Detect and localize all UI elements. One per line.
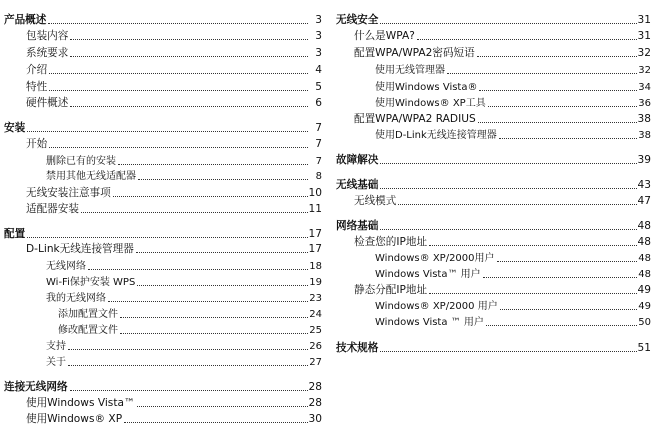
toc-page-number: 3 bbox=[315, 47, 322, 59]
toc-entry-title: 无线安全 bbox=[336, 14, 379, 26]
dot-leader bbox=[488, 106, 637, 107]
toc-entry-title: 无线安装注意事项 bbox=[26, 187, 111, 199]
toc-entry[interactable] bbox=[354, 235, 651, 249]
dot-leader bbox=[113, 196, 308, 197]
toc-entry-title: 静态分配IP地址 bbox=[354, 284, 428, 296]
toc-page-number: 19 bbox=[309, 277, 322, 288]
toc-entry[interactable] bbox=[46, 291, 322, 305]
toc-entry-title: 使用Windows Vista™ bbox=[26, 397, 135, 409]
toc-page-number: 48 bbox=[638, 269, 651, 280]
toc-entry-title: 关于 bbox=[46, 357, 66, 368]
toc-entry-title: 产品概述 bbox=[4, 14, 47, 26]
toc-entry[interactable] bbox=[354, 194, 651, 208]
toc-section-heading[interactable] bbox=[336, 153, 651, 167]
toc-entry-title: 适配器安装 bbox=[26, 203, 79, 215]
dot-leader bbox=[81, 212, 308, 213]
dot-leader bbox=[70, 39, 308, 40]
toc-entry-title: 我的无线网络 bbox=[46, 293, 106, 304]
dot-leader bbox=[70, 390, 308, 391]
dot-leader bbox=[70, 56, 308, 57]
toc-page-number: 7 bbox=[315, 156, 322, 167]
toc-entry[interactable] bbox=[26, 29, 322, 43]
dot-leader bbox=[497, 261, 637, 262]
toc-entry-title: 配置 bbox=[4, 228, 26, 240]
dot-leader bbox=[380, 229, 636, 230]
toc-page-number: 49 bbox=[638, 301, 651, 312]
dot-leader bbox=[48, 23, 308, 24]
toc-entry-title: 无线模式 bbox=[354, 195, 397, 207]
toc-entry[interactable] bbox=[46, 355, 322, 369]
toc-page-number: 48 bbox=[637, 220, 651, 232]
toc-entry-title: Wi-Fi保护安装 WPS bbox=[46, 277, 136, 288]
toc-page-number: 47 bbox=[637, 195, 651, 207]
toc-entry-title: 使用Windows Vista® bbox=[375, 82, 478, 93]
toc-section-heading[interactable] bbox=[336, 341, 651, 355]
dot-leader bbox=[380, 23, 636, 24]
toc-page-number: 32 bbox=[638, 65, 651, 76]
toc-entry-title: 安装 bbox=[4, 122, 26, 134]
toc-page-number: 3 bbox=[315, 30, 322, 42]
dot-leader bbox=[477, 56, 637, 57]
toc-section-heading[interactable] bbox=[336, 219, 651, 233]
toc-section-heading[interactable] bbox=[336, 13, 651, 27]
toc-entry[interactable] bbox=[46, 275, 322, 289]
toc-entry[interactable] bbox=[46, 339, 322, 353]
dot-leader bbox=[49, 73, 308, 74]
toc-page-number: 43 bbox=[637, 179, 651, 191]
toc-entry[interactable] bbox=[375, 128, 651, 142]
toc-page-number: 50 bbox=[638, 317, 651, 328]
toc-entry[interactable] bbox=[46, 259, 322, 273]
toc-entry-title: 无线基础 bbox=[336, 179, 379, 191]
toc-entry-title: 连接无线网络 bbox=[4, 381, 68, 393]
toc-entry-title: 删除已有的安装 bbox=[46, 156, 116, 167]
toc-entry[interactable] bbox=[354, 112, 651, 126]
dot-leader bbox=[138, 179, 308, 180]
dot-leader bbox=[380, 188, 636, 189]
toc-entry[interactable] bbox=[375, 63, 651, 77]
dot-leader bbox=[479, 90, 637, 91]
toc-entry[interactable] bbox=[26, 96, 322, 110]
toc-entry-title: 禁用其他无线适配器 bbox=[46, 171, 136, 182]
toc-page-number: 17 bbox=[308, 243, 322, 255]
dot-leader bbox=[136, 252, 308, 253]
toc-entry[interactable] bbox=[26, 186, 322, 200]
toc-entry-title: D-Link无线连接管理器 bbox=[26, 243, 134, 255]
toc-entry[interactable] bbox=[58, 323, 322, 337]
dot-leader bbox=[68, 365, 308, 366]
toc-page-number: 7 bbox=[315, 138, 322, 150]
toc-entry[interactable] bbox=[375, 299, 651, 313]
toc-section-heading[interactable] bbox=[4, 227, 322, 241]
dot-leader bbox=[70, 106, 308, 107]
toc-page-number: 24 bbox=[309, 309, 322, 320]
toc-entry-title: 修改配置文件 bbox=[58, 325, 118, 336]
toc-entry-title: 网络基础 bbox=[336, 220, 379, 232]
toc-entry-title: 使用无线管理器 bbox=[375, 65, 445, 76]
toc-entry[interactable] bbox=[26, 242, 322, 256]
dot-leader bbox=[486, 325, 637, 326]
toc-entry-title: 包装内容 bbox=[26, 30, 69, 42]
toc-entry-title: Windows® XP/2000用户 bbox=[375, 253, 495, 264]
dot-leader bbox=[380, 351, 636, 352]
toc-entry-title: Windows Vista™ 用户 bbox=[375, 269, 481, 280]
toc-page-number: 18 bbox=[309, 261, 322, 272]
toc-entry[interactable] bbox=[26, 46, 322, 60]
toc-page-number: 30 bbox=[308, 413, 322, 425]
toc-page-number: 31 bbox=[637, 14, 651, 26]
toc-page-number: 25 bbox=[309, 325, 322, 336]
toc-page-number: 48 bbox=[637, 236, 651, 248]
dot-leader bbox=[118, 164, 308, 165]
toc-page-number: 6 bbox=[315, 97, 322, 109]
toc-page-number: 32 bbox=[637, 47, 651, 59]
toc-entry[interactable] bbox=[26, 396, 322, 410]
toc-entry-title: 特性 bbox=[26, 81, 48, 93]
toc-entry[interactable] bbox=[26, 202, 322, 216]
toc-page-number: 4 bbox=[315, 64, 322, 76]
toc-entry[interactable] bbox=[26, 63, 322, 77]
toc-entry-title: 使用Windows® XP bbox=[26, 413, 123, 425]
dot-leader bbox=[137, 285, 308, 286]
toc-entry[interactable] bbox=[26, 137, 322, 151]
toc-entry[interactable] bbox=[46, 154, 322, 168]
toc-entry[interactable] bbox=[354, 29, 651, 43]
toc-entry-title: 使用D-Link无线连接管理器 bbox=[375, 130, 497, 141]
toc-page-number: 10 bbox=[308, 187, 322, 199]
dot-leader bbox=[120, 317, 308, 318]
toc-entry-title: 什么是WPA? bbox=[354, 30, 415, 42]
toc-page-number: 48 bbox=[638, 253, 651, 264]
dot-leader bbox=[108, 301, 308, 302]
toc-page-number: 3 bbox=[315, 14, 322, 26]
toc-page-number: 17 bbox=[308, 228, 322, 240]
toc-page-number: 51 bbox=[637, 342, 651, 354]
toc-entry[interactable] bbox=[375, 267, 651, 281]
toc-page-number: 49 bbox=[637, 284, 651, 296]
toc-entry-title: 配置WPA/WPA2密码短语 bbox=[354, 47, 475, 59]
toc-section-heading[interactable] bbox=[4, 121, 322, 135]
toc-entry-title: 介绍 bbox=[26, 64, 48, 76]
dot-leader bbox=[120, 333, 308, 334]
dot-leader bbox=[137, 406, 308, 407]
toc-entry[interactable] bbox=[26, 412, 322, 426]
toc-page-number: 34 bbox=[638, 82, 651, 93]
dot-leader bbox=[483, 277, 637, 278]
toc-entry-title: 检查您的IP地址 bbox=[354, 236, 428, 248]
toc-page-number: 7 bbox=[315, 122, 322, 134]
toc-entry-title: 技术规格 bbox=[336, 342, 379, 354]
toc-page-number: 5 bbox=[315, 81, 322, 93]
dot-leader bbox=[49, 90, 308, 91]
toc-entry-title: 配置WPA/WPA2 RADIUS bbox=[354, 113, 476, 125]
toc-entry[interactable] bbox=[375, 80, 651, 94]
toc-page-number: 39 bbox=[637, 154, 651, 166]
dot-leader bbox=[49, 147, 308, 148]
toc-page-number: 27 bbox=[309, 357, 322, 368]
toc-entry[interactable] bbox=[375, 251, 651, 265]
toc-entry-title: Windows® XP/2000 用户 bbox=[375, 301, 498, 312]
toc-entry-title: 故障解决 bbox=[336, 154, 379, 166]
dot-leader bbox=[447, 73, 637, 74]
dot-leader bbox=[429, 245, 636, 246]
dot-leader bbox=[499, 138, 637, 139]
toc-entry-title: 开始 bbox=[26, 138, 48, 150]
toc-section-heading[interactable] bbox=[4, 380, 322, 394]
dot-leader bbox=[417, 39, 637, 40]
toc-entry[interactable] bbox=[375, 315, 651, 329]
toc-entry[interactable] bbox=[26, 80, 322, 94]
toc-entry-title: 支持 bbox=[46, 341, 66, 352]
toc-page-number: 28 bbox=[308, 397, 322, 409]
dot-leader bbox=[88, 269, 308, 270]
dot-leader bbox=[27, 131, 308, 132]
toc-entry[interactable] bbox=[46, 169, 322, 183]
toc-page-number: 8 bbox=[315, 171, 322, 182]
toc-page-number: 28 bbox=[308, 381, 322, 393]
toc-entry-title: 无线网络 bbox=[46, 261, 86, 272]
dot-leader bbox=[398, 204, 636, 205]
toc-entry[interactable] bbox=[375, 96, 651, 110]
toc-section-heading[interactable] bbox=[336, 178, 651, 192]
toc-entry-title: 硬件概述 bbox=[26, 97, 69, 109]
toc-page-number: 23 bbox=[309, 293, 322, 304]
dot-leader bbox=[380, 163, 636, 164]
toc-entry-title: Windows Vista ™ 用户 bbox=[375, 317, 484, 328]
dot-leader bbox=[124, 422, 307, 423]
toc-page-number: 11 bbox=[308, 203, 322, 215]
dot-leader bbox=[500, 309, 637, 310]
toc-entry[interactable] bbox=[58, 307, 322, 321]
toc-entry-title: 使用Windows® XP工具 bbox=[375, 98, 486, 109]
dot-leader bbox=[27, 237, 307, 238]
dot-leader bbox=[429, 293, 636, 294]
dot-leader bbox=[68, 349, 308, 350]
toc-page-number: 36 bbox=[638, 98, 651, 109]
toc-entry-title: 添加配置文件 bbox=[58, 309, 118, 320]
toc-page-number: 26 bbox=[309, 341, 322, 352]
dot-leader bbox=[478, 122, 637, 123]
toc-entry[interactable] bbox=[354, 46, 651, 60]
toc-page-number: 38 bbox=[638, 130, 651, 141]
toc-page-number: 31 bbox=[637, 30, 651, 42]
toc-entry-title: 系统要求 bbox=[26, 47, 69, 59]
toc-page-number: 38 bbox=[637, 113, 651, 125]
toc-entry[interactable] bbox=[354, 283, 651, 297]
toc-section-heading[interactable] bbox=[4, 13, 322, 27]
